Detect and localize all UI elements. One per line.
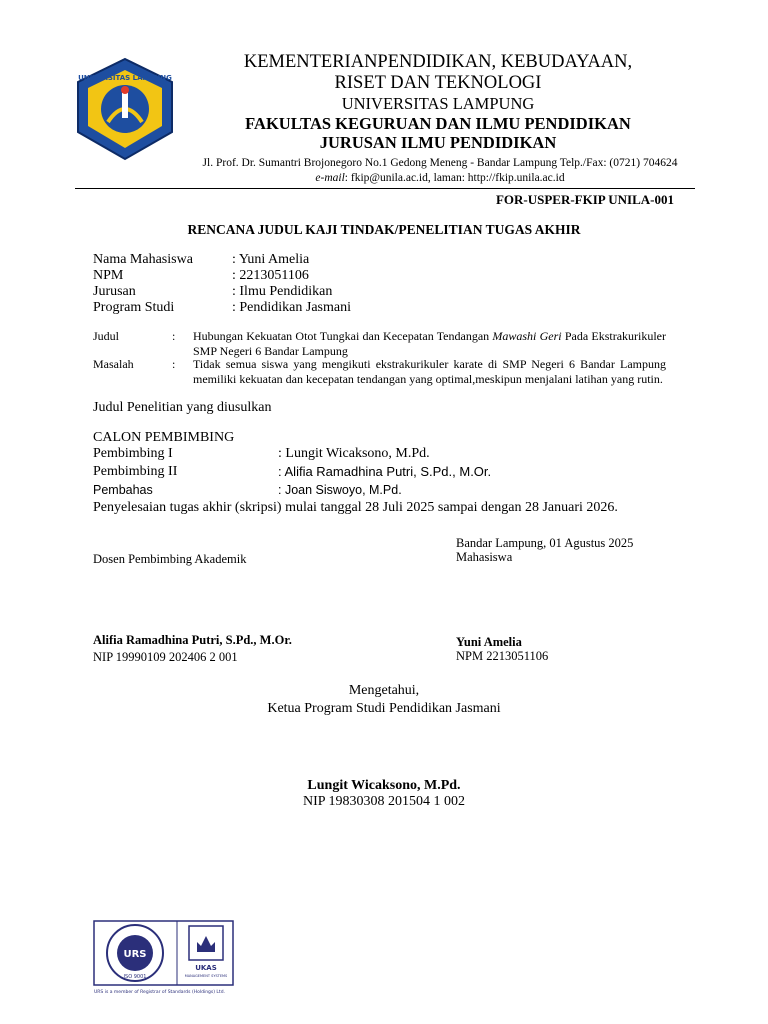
form-code: FOR-USPER-FKIP UNILA-001 [495,192,674,207]
masalah-colon: : [172,357,176,371]
advisor2-label: Pembimbing II [93,464,178,479]
head-name: Lungit Wicaksono, M.Pd. [307,778,461,793]
reviewer-label: Pembahas [93,483,153,497]
certification-stamp [93,920,235,995]
judul-italic: Mawashi Geri [492,329,562,343]
judul-text [193,329,666,359]
advisor-role: Dosen Pembimbing Akademik [93,552,247,566]
name-label: Nama Mahasiswa [93,252,193,267]
program-label: Program Studi [93,300,175,315]
ministry-line1: KEMENTERIANPENDIDIKAN, KEBUDAYAAN, [243,52,633,72]
approval-role: Ketua Program Studi Pendidikan Jasmani [267,701,501,716]
department-name: JURUSAN ILMU PENDIDIKAN [319,133,557,152]
judul-part2: Pada Ekstrakurikuler SMP Negeri 6 Bandar Lampung [193,329,667,358]
judul-colon: : [172,329,176,343]
npm-value: : 2213051106 [232,268,309,283]
advisor-nip: NIP 19990109 202406 2 001 [93,650,238,664]
address-line: Jl. Prof. Dr. Sumantri Brojonegoro No.1 Gedong Meneng - Bandar Lampung Telp./Fax: (0721) 704624 [202,157,678,169]
urs-text: URS [123,949,147,960]
university-logo [72,56,178,162]
masalah-text: Tidak semua siswa yang mengikuti ekstrakurikuler karate di SMP Negeri 6 Bandar Lampung memiliki kekuatan dan kecepatan tendangan yang optimal,meskipun menjalani latihan yang rutin. [193,357,666,386]
student-signature-npm: NPM 2213051106 [456,649,549,663]
department-label: Jurusan [93,284,136,299]
student-signature-name: Yuni Amelia [456,635,522,649]
ministry-line2: RISET DAN TEKNOLOGI [334,73,542,93]
ukas-sub: MANAGEMENT SYSTEMS [184,974,228,978]
student-role: Mahasiswa [456,550,513,564]
advisor1-label: Pembimbing I [93,446,173,461]
place-date: Bandar Lampung, 01 Agustus 2025 [456,536,634,550]
judul-part1: Hubungan Kekuatan Otot Tungkai dan Kecepatan Tendangan [193,329,493,343]
urs-footer-note: URS is a member of Registrar of Standards (Holdings) Ltd. [94,990,225,995]
advisor-name: Alifia Ramadhina Putri, S.Pd., M.Or. [93,633,292,647]
reviewer-value: : Joan Siswoyo, M.Pd. [278,483,402,497]
ukas-text: UKAS [195,964,217,972]
advisor1-value: : Lungit Wicaksono, M.Pd. [278,446,430,461]
approval-label: Mengetahui, [348,683,420,698]
program-value: : Pendidikan Jasmani [232,300,351,315]
faculty-name: FAKULTAS KEGURUAN DAN ILMU PENDIDIKAN [245,114,631,133]
head-nip: NIP 19830308 201504 1 002 [302,794,466,809]
advisors-heading: CALON PEMBIMBING [93,430,235,445]
university-name: UNIVERSITAS LAMPUNG [341,94,535,113]
contact-line [160,171,720,186]
name-value: : Yuni Amelia [232,252,310,267]
department-value: : Ilmu Pendidikan [232,284,333,299]
email-rest: : fkip@unila.ac.id, laman: http://fkip.unila.ac.id [344,172,565,184]
email-label: e-mail [315,172,345,184]
masalah-label: Masalah [93,357,134,371]
iso-text: ISO 9001 [123,974,147,980]
header-rule [75,188,695,189]
proposed-title-heading: Judul Penelitian yang diusulkan [93,400,272,415]
judul-label: Judul [93,329,120,343]
advisor2-value: : Alifia Ramadhina Putri, S.Pd., M.Or. [278,464,492,479]
logo-text: UNIVERSITAS LAMPUNG [78,74,172,82]
document-title: RENCANA JUDUL KAJI TINDAK/PENELITIAN TUGAS AKHIR [187,222,581,237]
npm-label: NPM [93,268,124,283]
completion-statement: Penyelesaian tugas akhir (skripsi) mulai tanggal 28 Juli 2025 sampai dengan 28 Januari 2026. [93,500,618,515]
